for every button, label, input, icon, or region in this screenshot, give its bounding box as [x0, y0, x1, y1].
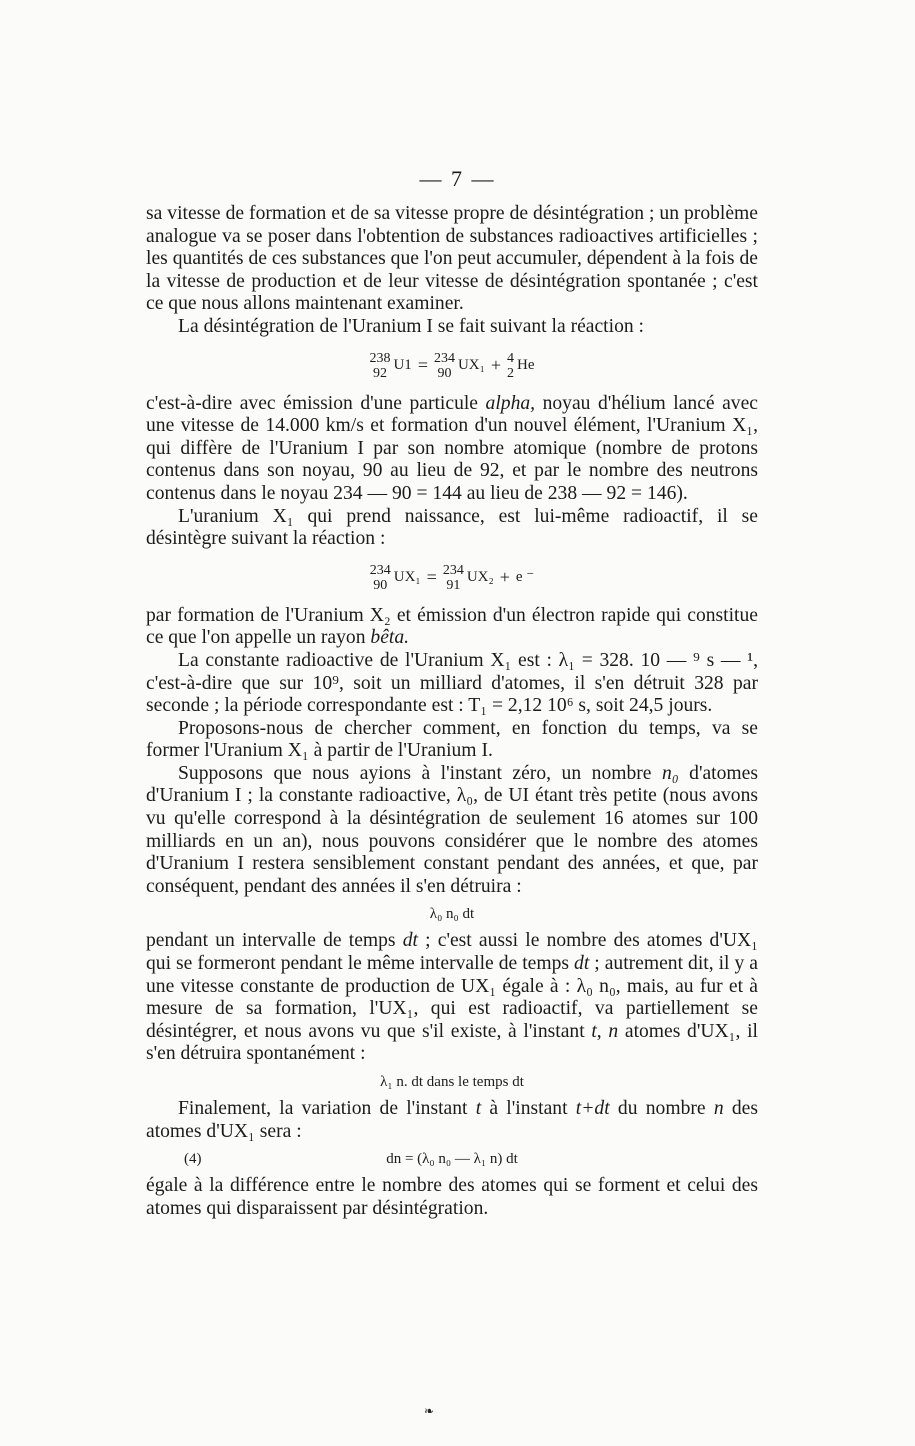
- equation-4: [146, 1143, 758, 1175]
- body-text: [146, 203, 758, 1220]
- equals-sign: =: [417, 355, 428, 376]
- equation-decay-rate: λ₁ n. dt dans le temps dt: [380, 1073, 524, 1090]
- equals-sign: =: [426, 567, 437, 588]
- page-number: — 7 —: [419, 166, 496, 191]
- paragraph-8: Supposons que nous ayions à l'instant zéro, un nombre n₀ d'atomes d'Uranium I ; la constante radioactive, λ₀, de UI étant très petite (nous avons vu qu'elle correspond à la désintégration de seulement 16 atomes sur 100 milliards en un an), nous pouvons considérer que le nombre des atomes d'Uranium I restera sensiblement constant pendant des années, et que, par conséquent, pendant des années il s'en détruira :: [146, 762, 758, 897]
- plus-sign: +: [499, 567, 510, 588]
- plus-sign: +: [490, 355, 502, 376]
- paragraph-10: Finalement, la variation de l'instant t à l'instant t+dt du nombre n des atomes d'UX₁ sera :: [146, 1098, 758, 1142]
- symbol-u1: U1: [393, 357, 412, 374]
- nuclide-ux1: 234 90: [433, 350, 455, 381]
- equation-4-body: dn = (λ₀ n₀ — λ₁ n) dt: [386, 1150, 518, 1167]
- equation-uranium-decay: [146, 339, 758, 393]
- symbol-ux1-a: UX₁: [393, 569, 421, 586]
- nuclide-ux1-a: 234 90: [369, 562, 391, 593]
- paragraph-1: sa vitesse de formation et de sa vitesse propre de désintégration ; un problème analogue va se poser dans l'obtention de substances radioactives artificielles ; les quantités de ces substances que l'on peut accumuler, dépendent à la fois de la vitesse de production et de leur vitesse de désintégration spontanée ; c'est ce que nous allons maintenant examiner.: [146, 203, 758, 315]
- paragraph-4: L'uranium X₁ qui prend naissance, est lui-même radioactif, il se désintègre suivant la réaction :: [146, 505, 758, 550]
- paragraph-2: La désintégration de l'Uranium I se fait suivant la réaction :: [178, 315, 645, 337]
- symbol-ux1: UX₁: [457, 357, 485, 374]
- footer-ornament: ❧: [424, 1404, 435, 1418]
- symbol-ux2: UX₂: [466, 569, 494, 586]
- paragraph-5: par formation de l'Uranium X₂ et émission d'un électron rapide qui constitue ce que l'on appelle un rayon bêta.: [146, 604, 758, 649]
- symbol-he: He: [517, 357, 535, 374]
- paragraph-7: Proposons-nous de chercher comment, en fonction du temps, va se former l'Uranium X₁ à partir de l'Uranium I.: [146, 717, 758, 762]
- paragraph-6: La constante radioactive de l'Uranium X₁ est : λ₁ = 328. 10 — ⁹ s — ¹, c'est-à-dire que sur 10⁹, soit un milliard d'atomes, il s'en détruit 328 par seconde ; la période correspondante est : T₁ = 2,12 10⁶ s, soit 24,5 jours.: [146, 649, 758, 717]
- paragraph-11: égale à la différence entre le nombre des atomes qui se forment et celui des atomes qui disparaissent par désintégration.: [146, 1175, 758, 1219]
- equation-ux1-decay: [146, 551, 758, 605]
- equation-number: (4): [184, 1150, 202, 1167]
- nuclide-u238: 238 92: [369, 350, 391, 381]
- symbol-electron: e ⁻: [515, 569, 535, 586]
- paragraph-3: c'est-à-dire avec émission d'une particule alpha, noyau d'hélium lancé avec une vitesse de 14.000 km/s et formation d'un nouvel élément, l'Uranium X₁, qui diffère de l'Uranium I par son nombre atomique (nombre de protons contenus dans son noyau, 90 au lieu de 92, et par le nombre des neutrons contenus dans le noyau 234 — 90 = 144 au lieu de 238 — 92 = 146).: [146, 392, 758, 504]
- equation-production-rate: λ₀ n₀ dt: [429, 906, 475, 923]
- nuclide-ux2: 234 91: [442, 562, 464, 593]
- paragraph-9: pendant un intervalle de temps dt ; c'est aussi le nombre des atomes d'UX₁ qui se formeront pendant le même intervalle de temps dt ; autrement dit, il y a une vitesse constante de production de UX₁ égale à : λ₀ n₀, mais, au fur et à mesure de sa formation, l'UX₁, qui est radioactif, va partiellement se désintégrer, et nous avons vu que s'il existe, à l'instant t, n atomes d'UX₁, il s'en détruira spontanément :: [146, 930, 758, 1065]
- nuclide-he: 4 2: [507, 350, 515, 381]
